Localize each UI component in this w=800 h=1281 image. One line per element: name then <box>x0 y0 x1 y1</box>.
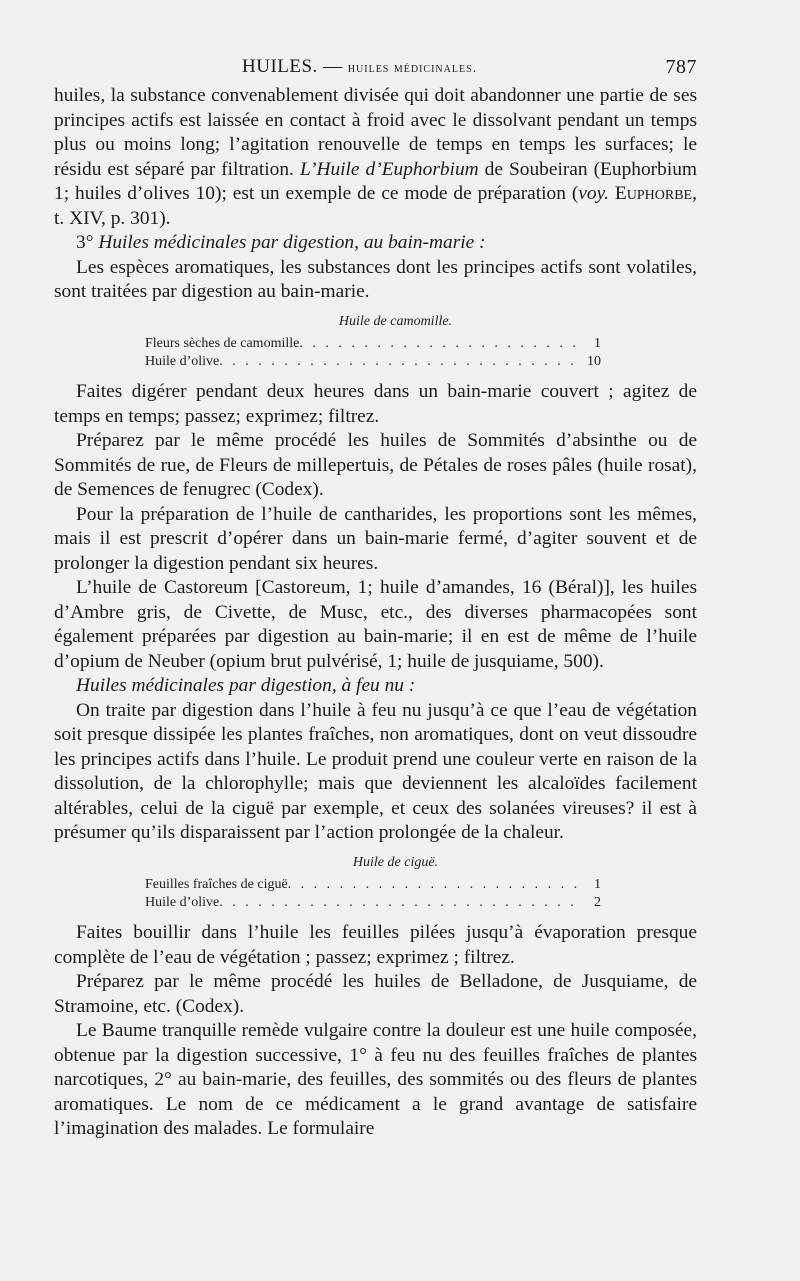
leader-dots <box>219 894 583 912</box>
recipe-cigue <box>54 854 697 912</box>
leader-dots <box>288 876 583 894</box>
recipe-row <box>54 876 697 894</box>
recipe-row <box>54 894 697 912</box>
section-heading <box>54 231 697 256</box>
ingredient-qty: 2 <box>594 894 601 910</box>
ingredient-name: Huile d’olive <box>145 894 220 910</box>
paragraph: Préparez par le même procédé les huiles de Belladone, de Jusquiame, de Stramoine, etc. (Codex). <box>54 971 697 1017</box>
text-run-smallcaps: Euphorbe <box>614 183 693 204</box>
leader-dots <box>219 353 583 371</box>
ingredient-qty: 10 <box>587 353 601 369</box>
paragraph: Faites digérer pendant deux heures dans un bain-marie couvert ; agitez de temps en temps; passez; exprimez; filtrez. <box>54 381 697 427</box>
running-title <box>242 56 477 78</box>
paragraph: Faites bouillir dans l’huile les feuilles pilées jusqu’à évaporation presque complète de l’eau de végétation ; passez; exprimez ; filtrez. <box>54 922 697 968</box>
recipe-row <box>54 335 697 353</box>
ingredient-name: Fleurs sèches de camomille <box>145 336 300 351</box>
running-title-dash: — <box>323 56 343 77</box>
paragraph: L’huile de Castoreum [Castoreum, 1; huile d’amandes, 16 (Béral)], les huiles d’Ambre gris, de Civette, de Musc, etc., des diverses pharmacopées sont également préparées par digestion au bain-marie; il en est de même de l’huile d’opium de Neuber (opium brut pulvérisé, 1; huile de jusquiame, 500). <box>54 577 697 672</box>
recipe-title: Huile de camomille. <box>338 313 453 329</box>
section-heading: Huiles médicinales par digestion, à feu nu : <box>76 675 416 696</box>
section-number: 3° <box>76 232 94 253</box>
running-title-sub: huiles médicinales. <box>347 61 478 76</box>
page-number: 787 <box>665 56 697 78</box>
ingredient-name: Feuilles fraîches de ciguë <box>145 877 288 892</box>
leader-dots <box>299 335 583 353</box>
text-run-italic: voy. <box>578 183 609 204</box>
running-header <box>54 50 697 84</box>
book-page <box>54 50 697 1142</box>
ingredient-qty: 1 <box>594 336 601 351</box>
section-title: Huiles médicinales par digestion, au bain-marie : <box>98 232 486 253</box>
recipe-camomille <box>54 313 697 371</box>
recipe-row <box>54 353 697 371</box>
paragraph <box>54 84 697 231</box>
ingredient-qty: 1 <box>594 877 601 892</box>
paragraph: Préparez par le même procédé les huiles de Sommités d’absinthe ou de Sommités de rue, de Fleurs de millepertuis, de Pétales de roses pâles (huile rosat), de Semences de fenugrec (Codex). <box>54 430 697 500</box>
paragraph: On traite par digestion dans l’huile à feu nu jusqu’à ce que l’eau de végétation soit presque dissipée les plantes fraîches, non aromatiques, dont on veut dissoudre les principes actifs dans l’huile. Le produit prend une couleur verte en raison de la dissolution, de la chlorophylle; mais que deviennent les alcaloïdes facilement altérables, celui de la ciguë par exemple, et ceux des solanées vireuses? il est à présumer qu’ils disparaissent par l’action prolongée de la chaleur. <box>54 699 697 843</box>
text-run: , t. XIV, p. 301). <box>54 183 697 229</box>
text-run-italic: L’Huile d’Euphorbium <box>299 158 479 180</box>
running-title-main: HUILES. <box>242 56 318 77</box>
ingredient-name: Huile d’olive <box>145 353 220 369</box>
text-run: huiles, la substance convenablement divisée qui doit abandonner une partie de ses principes actifs est laissée en contact à froid avec le dissolvant pendant un temps plus ou moins long; l’agitation renouvelle de temps en temps les surfaces; le résidu est séparé par filtration. <box>54 85 697 180</box>
paragraph: Pour la préparation de l’huile de cantharides, les proportions sont les mêmes, mais il est prescrit d’opérer dans un bain-marie fermé, d’agiter souvent et de prolonger la digestion pendant six heures. <box>54 503 697 574</box>
text-run: de Soubeiran (Euphorbium 1; huiles d’olives 10); est un exemple de ce mode de préparation ( <box>54 158 698 204</box>
paragraph: Le Baume tranquille remède vulgaire contre la douleur est une huile composée, obtenue par la digestion successive, 1° à feu nu des feuilles fraîches de plantes narcotiques, 2° au bain-marie, des feuilles, des sommités ou des fleurs de plantes aromatiques. Le nom de ce médicament a le grand avantage de satisfaire l’imagination des malades. Le formulaire <box>54 1020 697 1139</box>
paragraph: Les espèces aromatiques, les substances dont les principes actifs sont volatiles, sont traitées par digestion au bain-marie. <box>54 256 697 302</box>
recipe-title: Huile de ciguë. <box>352 854 439 870</box>
